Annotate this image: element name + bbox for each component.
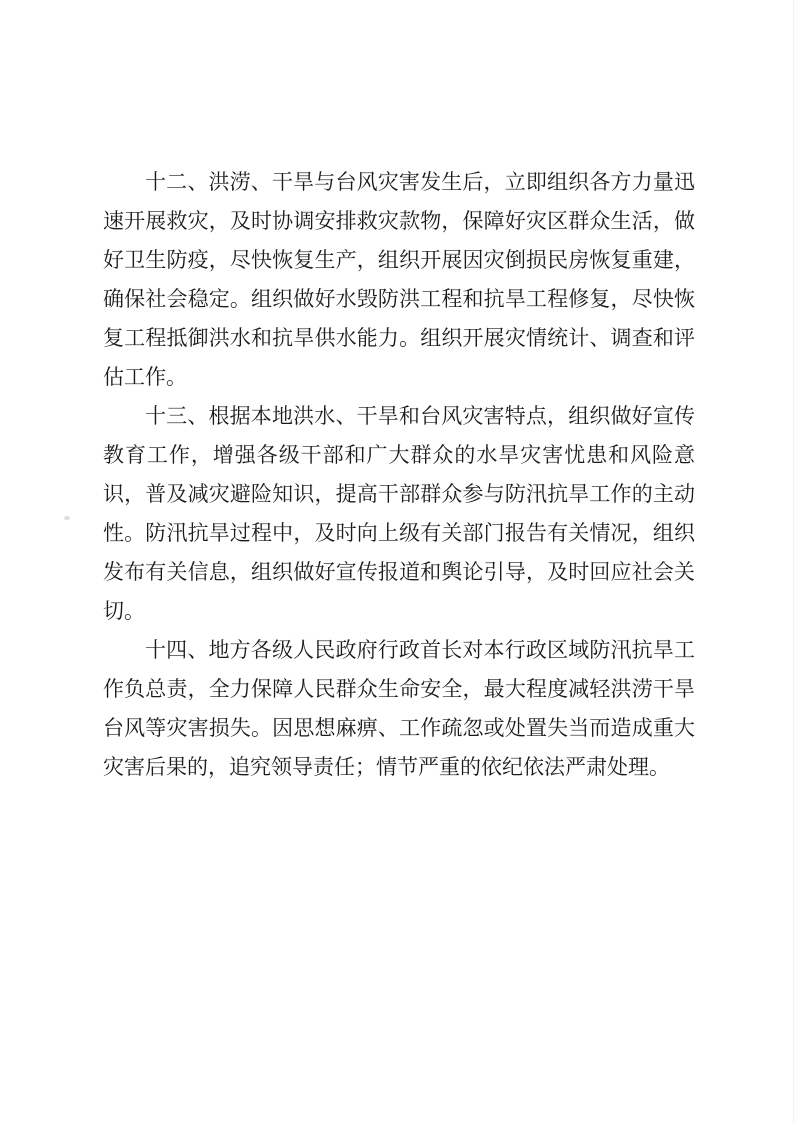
paragraph-article-14: 十四、地方各级人民政府行政首长对本行政区域防汛抗旱工作负总责，全力保障人民群众生命安全，最大程度减轻洪涝干旱台风等灾害损失。因思想麻痹、工作疏忽或处置失当而造成重大灾害后果的，追究领导责任；情节严重的依纪依法严肃处理。 <box>103 638 695 779</box>
paragraph-article-12: 十二、洪涝、干旱与台风灾害发生后，立即组织各方力量迅速开展救灾，及时协调安排救灾款物，保障好灾区群众生活，做好卫生防疫，尽快恢复生产，组织开展因灾倒损民房恢复重建，确保社会稳定。组织做好水毁防洪工程和抗旱工程修复，尽快恢复工程抵御洪水和抗旱供水能力。组织开展灾情统计、调查和评估工作。 <box>103 170 695 389</box>
paragraph-article-13: 十三、根据本地洪水、干旱和台风灾害特点，组织做好宣传教育工作，增强各级干部和广大群众的水旱灾害忧患和风险意识，普及减灾避险知识，提高干部群众参与防汛抗旱工作的主动性。防汛抗旱过程中，及时向上级有关部门报告有关情况，组织发布有关信息，组织做好宣传报道和舆论引导，及时回应社会关切。 <box>103 404 695 623</box>
document-body <box>103 163 695 787</box>
scan-speck <box>64 516 70 520</box>
